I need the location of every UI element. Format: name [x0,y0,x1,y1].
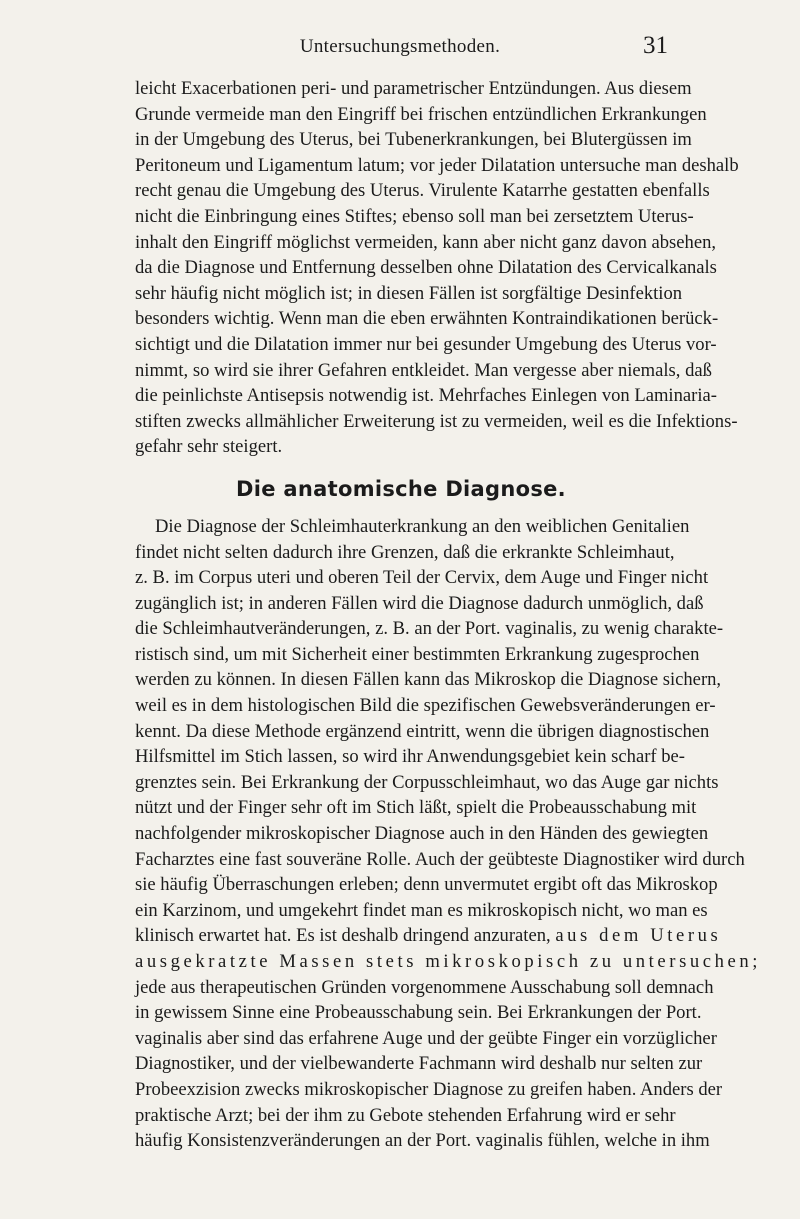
text-line: Facharztes eine fast souveräne Rolle. Auch der geübteste Diagnostiker wird durch [135,848,745,870]
text-line: z. B. im Corpus uteri und oberen Teil der Cervix, dem Auge und Finger nicht [135,567,709,589]
text-line: sehr häufig nicht möglich ist; in diesen Fällen ist sorgfältige Desinfektion [135,282,683,304]
text-block [135,76,762,1154]
emphasized-text: aus dem Uterus [555,925,722,947]
text-line: in gewissem Sinne eine Probeausschabung sein. Bei Erkrankungen der Port. [135,1002,702,1024]
text-line: zugänglich ist; in anderen Fällen wird die Diagnose dadurch unmöglich, daß [135,592,704,614]
text-line: leicht Exacerbationen peri- und parametrischer Entzündungen. Aus diesem [135,78,692,99]
text-line: grenztes sein. Bei Erkrankung der Corpusschleimhaut, wo das Auge gar nichts [135,771,719,793]
text-line: Die Diagnose der Schleimhauterkrankung an den weiblichen Genitalien [155,515,690,537]
text-line: praktische Arzt; bei der ihm zu Gebote stehenden Erfahrung wird er sehr [135,1104,676,1126]
text-line: recht genau die Umgebung des Uterus. Virulente Katarrhe gestatten ebenfalls [135,180,710,202]
text-line: Hilfsmittel im Stich lassen, so wird ihr Anwendungsgebiet kein scharf be- [135,746,685,768]
text-line: ein Karzinom, und umgekehrt findet man es mikroskopisch nicht, wo man es [135,899,708,921]
text-line: besonders wichtig. Wenn man die eben erwähnten Kontraindikationen berück- [135,308,719,330]
text-run: klinisch erwartet hat. Es ist deshalb dringend anzuraten, [135,925,551,947]
text-line: nachfolgender mikroskopischer Diagnose auch in den Händen des gewiegten [135,823,709,845]
text-line: weil es in dem histologischen Bild die spezifischen Gewebsveränderungen er- [135,695,716,717]
text-line: ristisch sind, um mit Sicherheit einer bestimmten Erkrankung zugesprochen [135,643,700,665]
text-line: kennt. Da diese Methode ergänzend eintritt, wenn die übrigen diagnostischen [135,720,710,742]
text-line: werden zu können. In diesen Fällen kann das Mikroskop die Diagnose sichern, [135,669,722,691]
text-line: inhalt den Eingriff möglichst vermeiden, kann aber nicht ganz davon absehen, [135,231,717,253]
text-line: stiften zwecks allmählicher Erweiterung ist zu vermeiden, weil es die Infektions- [135,410,738,432]
text-line: gefahr sehr steigert. [135,436,283,458]
running-head [132,34,668,64]
text-line: sie häufig Überraschungen erleben; denn unvermutet ergibt oft das Mikroskop [135,874,718,896]
text-line: da die Diagnose und Entfernung desselben ohne Dilatation des Cervicalkanals [135,257,717,279]
text-line: die peinlichste Antisepsis notwendig ist. Mehrfaches Einlegen von Laminaria- [135,385,717,407]
text-line: findet nicht selten dadurch ihre Grenzen, daß die erkrankte Schleimhaut, [135,541,675,563]
text-line: Peritoneum und Ligamentum latum; vor jeder Dilatation untersuche man deshalb [135,154,739,176]
text-line: nützt und der Finger sehr oft im Stich läßt, spielt die Probeausschabung mit [135,797,697,819]
text-line: vaginalis aber sind das erfahrene Auge und der geübte Finger ein vorzüglicher [135,1027,717,1049]
emphasized-text-line: ausgekratzte Massen stets mikroskopisch zu untersuchen; [135,951,762,972]
text-line: Probeexzision zwecks mikroskopischer Diagnose zu greifen haben. Anders der [135,1078,723,1100]
text-line: nimmt, so wird sie ihrer Gefahren entkleidet. Man vergesse aber niemals, daß [135,359,712,381]
page-number: 31 [643,32,668,59]
paragraph-1 [135,76,739,460]
text-line [135,923,722,949]
text-line: die Schleimhautveränderungen, z. B. an der Port. vaginalis, zu wenig charakte- [135,618,724,640]
text-line: nicht die Einbringung eines Stiftes; ebenso soll man bei zersetztem Uterus- [135,205,694,227]
running-title: Untersuchungsmethoden. [299,36,501,57]
text-line: in der Umgebung des Uterus, bei Tubenerkrankungen, bei Blutergüssen im [135,129,692,151]
text-line: jede aus therapeutischen Gründen vorgenommene Ausschabung soll demnach [135,976,714,998]
text-line: sichtigt und die Dilatation immer nur bei gesunder Umgebung des Uterus vor- [135,333,717,355]
text-line: häufig Konsistenzveränderungen an der Port. vaginalis fühlen, welche in ihm [135,1130,710,1152]
section-heading: Die anatomische Diagnose. [236,476,566,501]
text-line: Diagnostiker, und der vielbewanderte Fachmann wird deshalb nur selten zur [135,1053,703,1075]
text-line: Grunde vermeide man den Eingriff bei frischen entzündlichen Erkrankungen [135,103,707,125]
paragraph-2 [135,514,762,1154]
